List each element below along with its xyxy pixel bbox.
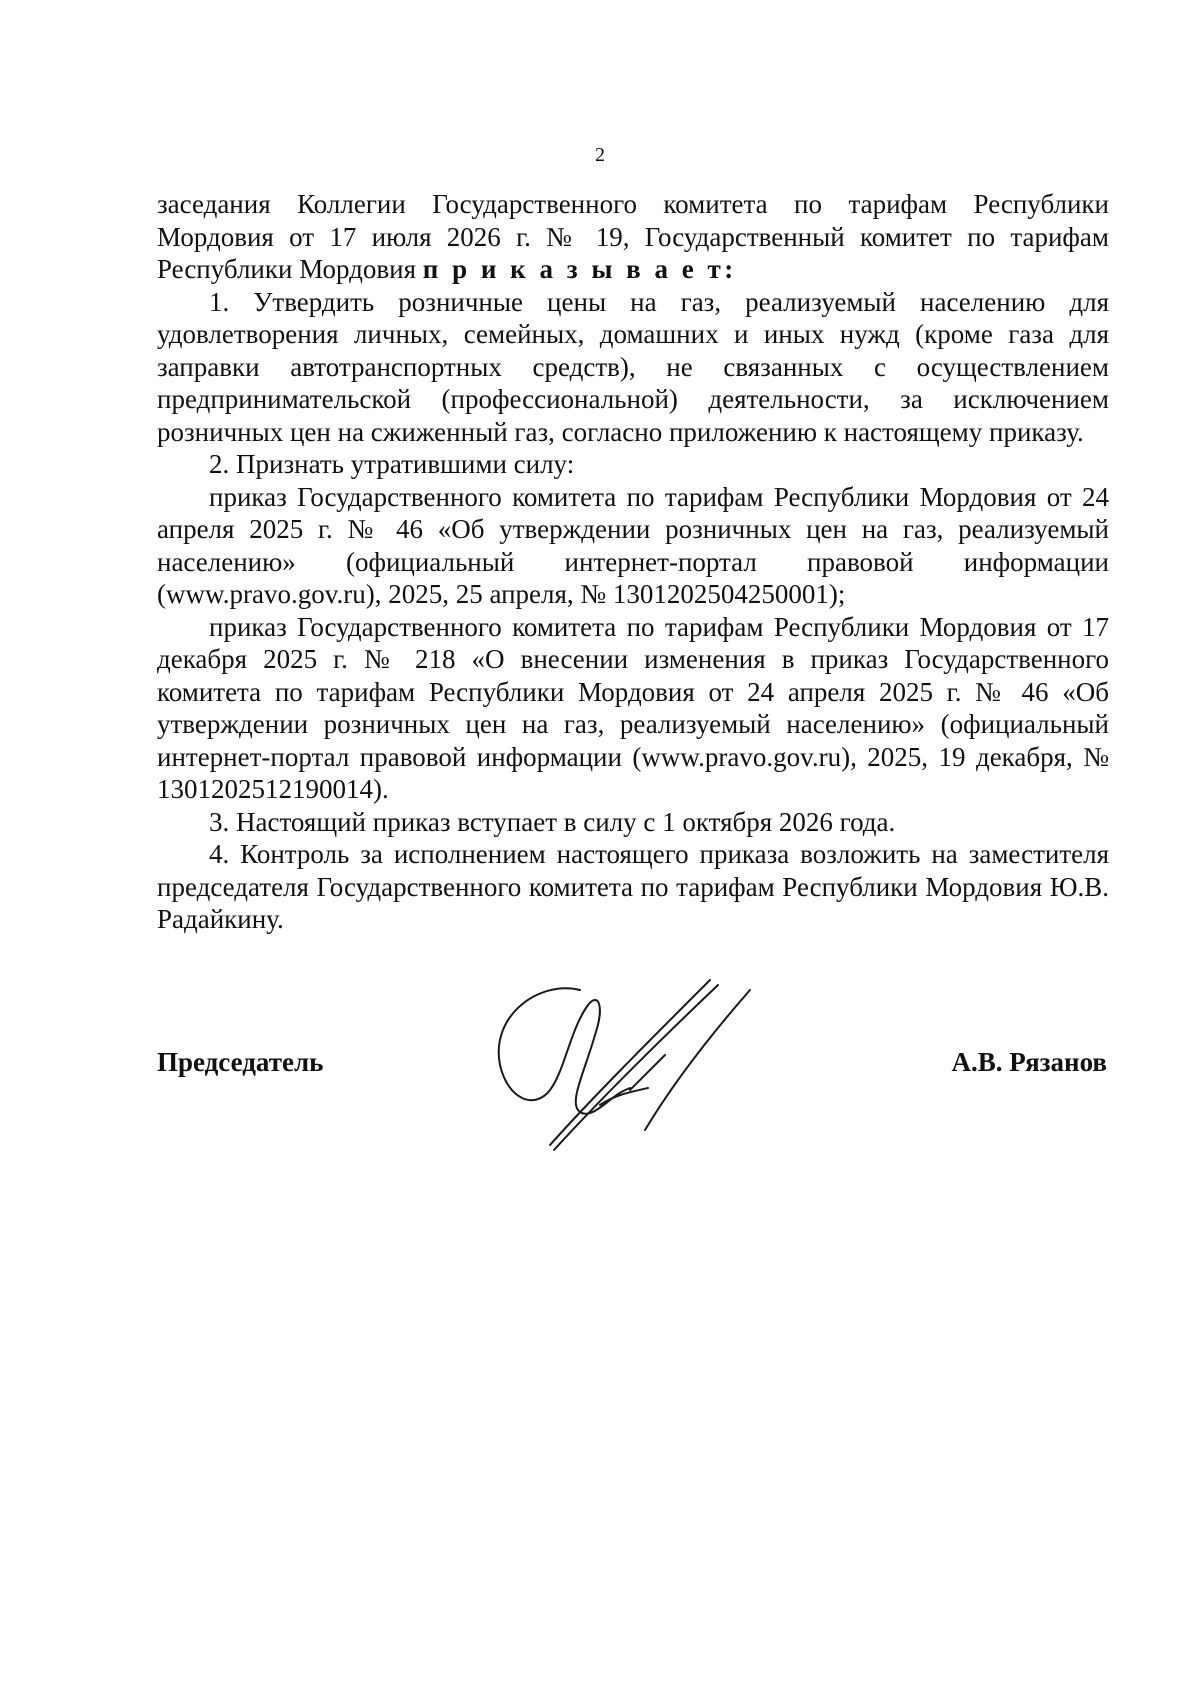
- order-verb: п р и к а з ы в а е т:: [422, 254, 737, 284]
- handwritten-signature: [480, 960, 800, 1170]
- item-2-repealed-order-b: приказ Государственного комитета по тарифам Республики Мордовия от 17 декабря 2025 г. № 218 «О внесении изменения в приказ Государственного комитета по тарифам Республики Мордовия от 24 апреля 2025 г. № 46 «Об утверждении розничных цен на газ, реализуемый населению» (официальный интернет-портал правовой информации (www.pravo.gov.ru), 2025, 19 декабря, № 1301202512190014).: [157, 611, 1109, 804]
- order-body: [157, 188, 1109, 936]
- item-2: 2. Признать утратившими силу:: [209, 449, 575, 479]
- page-number: 2: [595, 144, 605, 166]
- signatory-title: Председатель: [157, 1047, 324, 1077]
- signatory-name: А.В. Рязанов: [951, 1047, 1107, 1077]
- signature-block: [0, 1030, 1200, 1170]
- item-4: 4. Контроль за исполнением настоящего приказа возложить на заместителя председателя Государственного комитета по тарифам Республики Мордовия Ю.В. Радайкину.: [157, 839, 1109, 934]
- item-2-repealed-order-a: приказ Государственного комитета по тарифам Республики Мордовия от 24 апреля 2025 г. № 46 «Об утверждении розничных цен на газ, реализуемый населению» (официальный интернет-портал правовой информации (www.pravo.gov.ru), 2025, 25 апреля, № 1301202504250001);: [157, 481, 1109, 609]
- intro-paragraph: [157, 188, 1109, 286]
- item-1: 1. Утвердить розничные цены на газ, реализуемый населению для удовлетворения личных, семейных, домашних и иных нужд (кроме газа для заправки автотранспортных средств), не связанных с осуществлением предпринимательской (профессиональной) деятельности, за исключением розничных цен на сжиженный газ, согласно приложению к настоящему приказу.: [157, 286, 1109, 447]
- item-3: 3. Настоящий приказ вступает в силу с 1 октября 2026 года.: [209, 806, 896, 837]
- intro-text: заседания Коллегии Государственного комитета по тарифам Республики Мордовия от 17 июля 2026 г. № 19, Государственный комитет по тарифам Республики Мордовия: [157, 189, 1109, 284]
